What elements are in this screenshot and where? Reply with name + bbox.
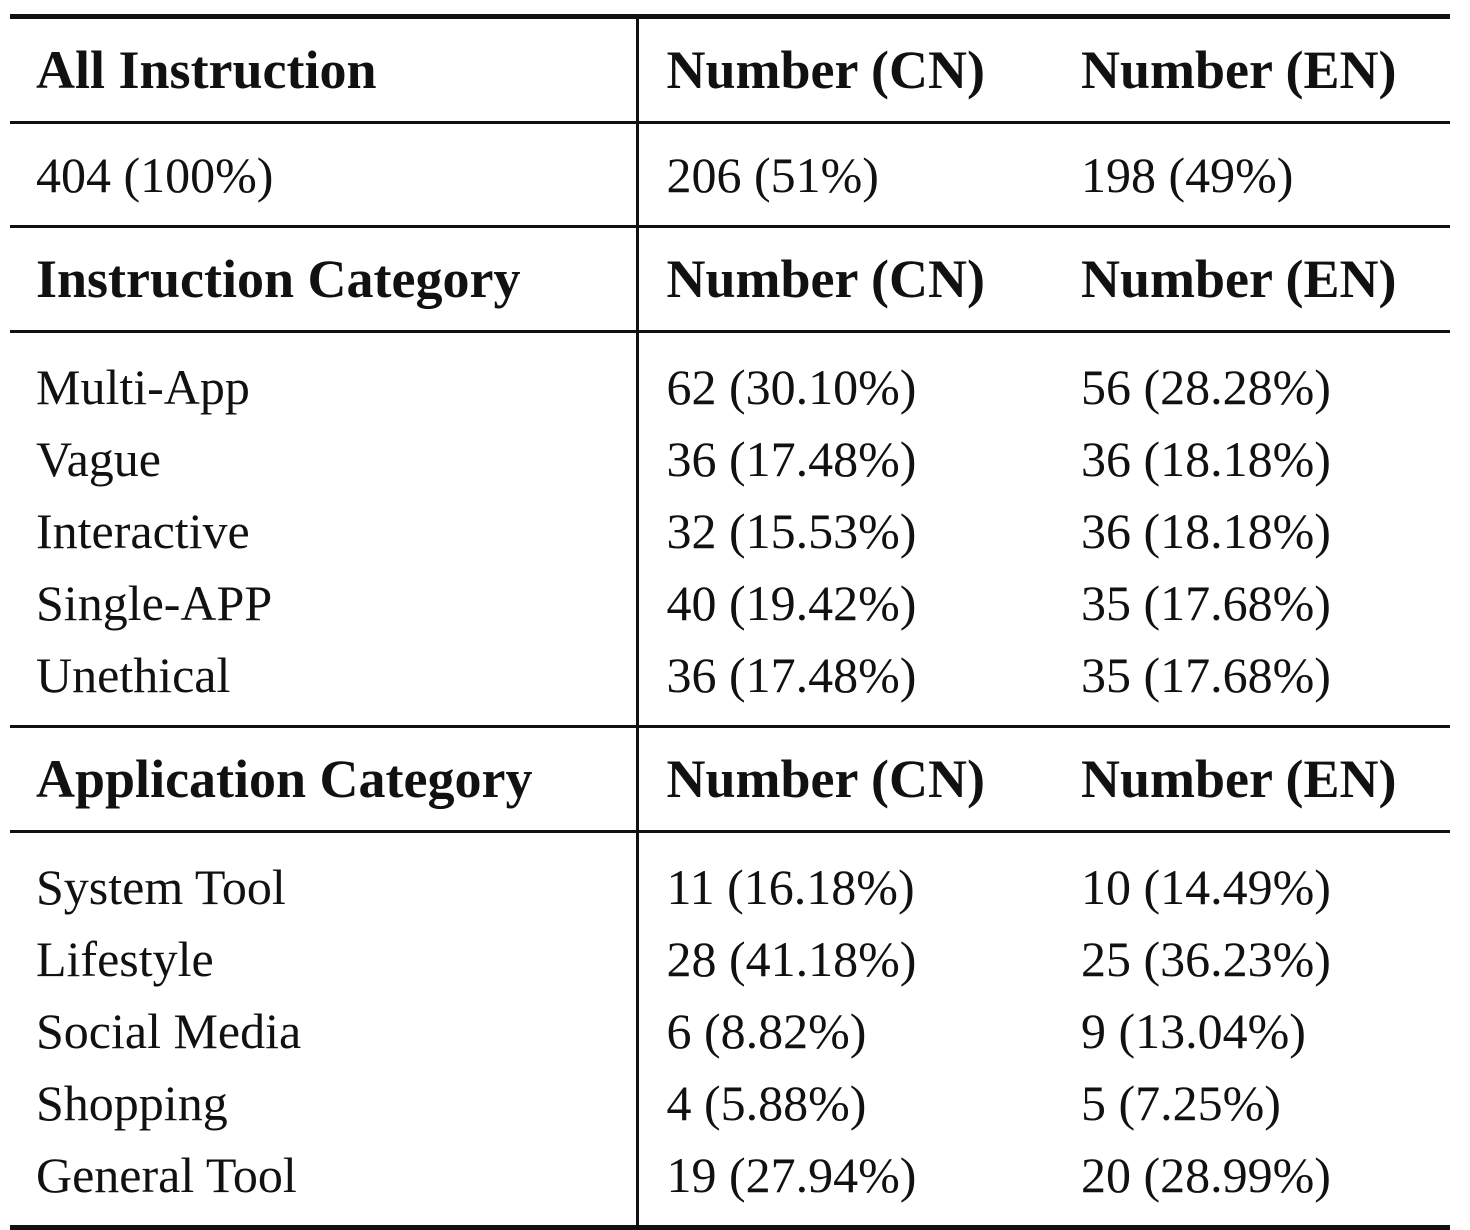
table-row [10,423,1450,495]
row-label: 404 (100%) [10,123,637,227]
row-number-en: 25 (36.23%) [1081,931,1331,987]
header-label: Instruction Category [10,227,637,332]
row-label: Shopping [10,1067,637,1139]
row-number-en: 36 (18.18%) [1081,503,1331,559]
row-number-cn: 19 (27.94%) [637,1139,1045,1228]
row-number-en: 198 (49%) [1045,123,1450,227]
row-number-en: 36 (18.18%) [1081,431,1331,487]
header-number-en: Number (EN) [1045,727,1450,832]
row-number-en: 5 (7.25%) [1081,1075,1281,1131]
row-label: Vague [10,423,637,495]
row-number-en: 10 (14.49%) [1045,832,1450,924]
table-row [10,639,1450,727]
table-row [10,995,1450,1067]
row-number-en: 9 (13.04%) [1081,1003,1306,1059]
row-number-cn: 6 (8.82%) [666,1003,867,1059]
row-number-cn: 28 (41.18%) [666,931,917,987]
table-row [10,923,1450,995]
row-number-cn: 62 (30.10%) [637,332,1045,424]
row-number-cn: 40 (19.42%) [666,575,917,631]
table-row [10,832,1450,924]
table-row [10,123,1450,227]
row-label: Social Media [10,995,637,1067]
section-header-all-instruction [10,17,1450,123]
row-label: Single-APP [10,567,637,639]
section-header-application-category [10,727,1450,832]
table-row [10,495,1450,567]
header-number-en: Number (EN) [1045,227,1450,332]
row-number-cn: 32 (15.53%) [666,503,917,559]
header-label: All Instruction [10,17,637,123]
row-number-en: 35 (17.68%) [1081,575,1331,631]
row-number-cn: 36 (17.48%) [666,647,917,703]
row-number-cn: 4 (5.88%) [666,1075,867,1131]
statistics-table-container [10,14,1450,1230]
row-label: Interactive [10,495,637,567]
header-number-cn: Number (CN) [637,17,1045,123]
row-number-en: 20 (28.99%) [1045,1139,1450,1228]
row-label: System Tool [10,832,637,924]
table-row [10,332,1450,424]
row-number-cn: 11 (16.18%) [637,832,1045,924]
table-row [10,567,1450,639]
section-header-instruction-category [10,227,1450,332]
header-label: Application Category [10,727,637,832]
row-label: General Tool [10,1139,637,1228]
row-number-cn: 36 (17.48%) [666,431,917,487]
row-number-en: 35 (17.68%) [1081,647,1331,703]
statistics-table [10,14,1450,1230]
row-number-en: 56 (28.28%) [1045,332,1450,424]
row-label: Multi-App [10,332,637,424]
table-row [10,1139,1450,1228]
header-number-en: Number (EN) [1045,17,1450,123]
table-row [10,1067,1450,1139]
row-label: Lifestyle [10,923,637,995]
row-label: Unethical [10,639,637,727]
header-number-cn: Number (CN) [637,227,1045,332]
header-number-cn: Number (CN) [637,727,1045,832]
row-number-cn: 206 (51%) [637,123,1045,227]
